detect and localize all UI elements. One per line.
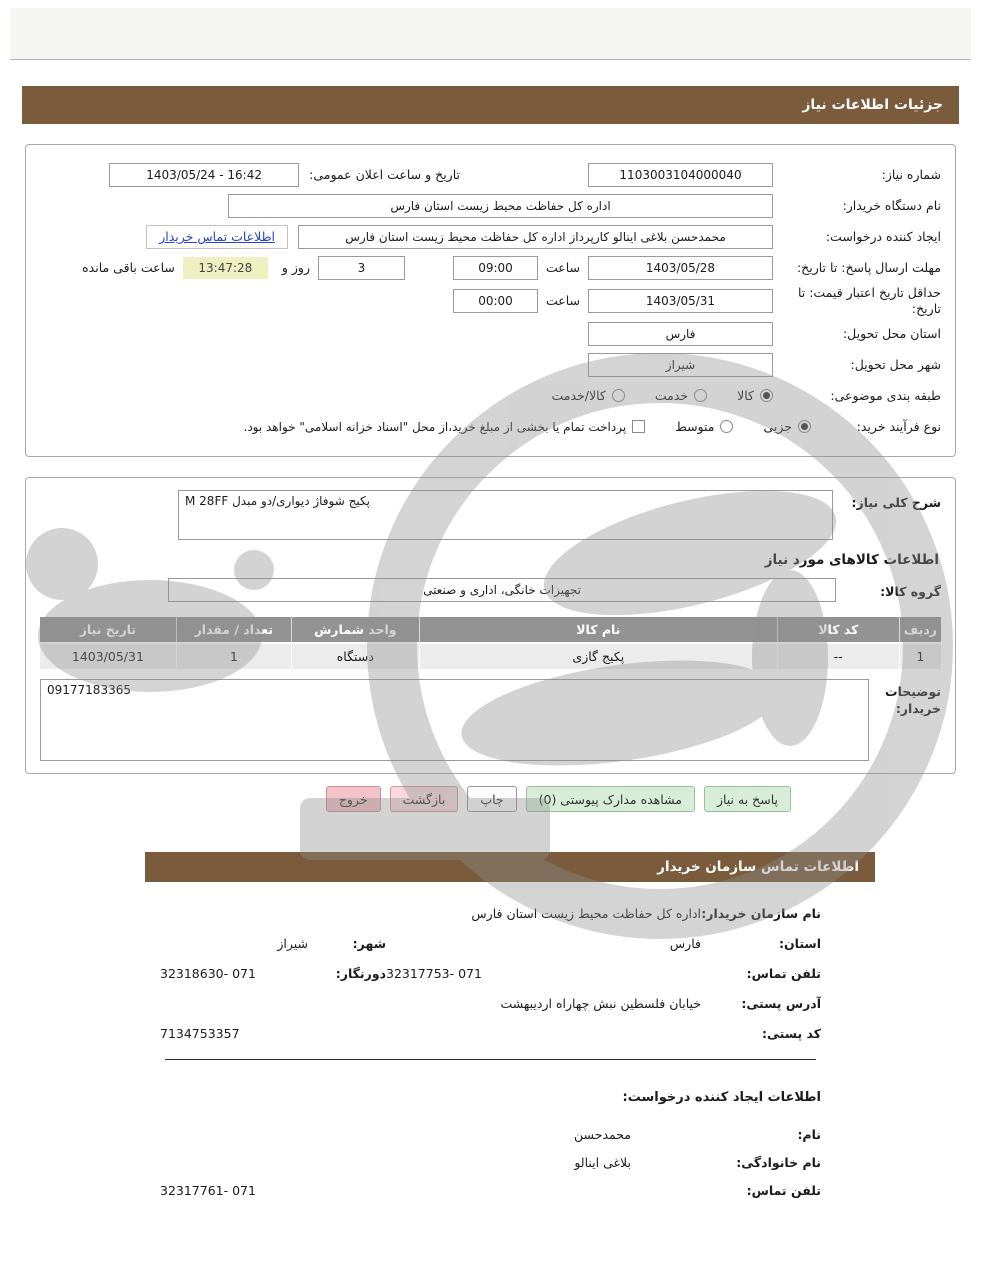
creator-phone-label: تلفن تماس: (746, 1183, 821, 1199)
row-need-number (40, 161, 941, 188)
postal-code-value: 7134753357 (160, 1026, 240, 1042)
need-description-textarea[interactable]: پکیج شوفاژ دیواری/دو مبدل M 28FF (178, 490, 833, 540)
buyer-org-name-label: نام سازمان خریدار: (701, 906, 821, 922)
exit-button[interactable]: خروج (326, 786, 381, 812)
deadline-date-field[interactable]: 1403/05/28 (588, 256, 773, 280)
col-header-need-date: تاریخ نیاز (40, 617, 176, 642)
goods-group-label: گروه کالا: (880, 584, 941, 600)
col-header-row-number: ردیف (899, 617, 941, 642)
first-name-label: نام: (797, 1127, 821, 1143)
request-creator-section (160, 1090, 821, 1198)
last-name-value: بلاغی اینالو (574, 1155, 631, 1171)
section-divider (165, 1059, 816, 1060)
subject-classification-label: طبقه بندی موضوعی: (830, 387, 941, 403)
row-first-name (160, 1127, 821, 1142)
row-delivery-city (40, 351, 941, 378)
checkbox-icon[interactable] (632, 420, 645, 433)
goods-section-title: اطلاعات کالاهای مورد نیاز (764, 552, 939, 569)
goods-table (40, 615, 941, 671)
cell-need-date: 1403/05/31 (40, 644, 176, 669)
back-button[interactable]: بازگشت (390, 786, 459, 812)
cell-goods-code: -- (777, 644, 899, 669)
buyer-comments-label: توضیحات خریدار: (885, 684, 941, 716)
postal-code-label: کد پستی: (761, 1026, 821, 1042)
radio-label: کالا (737, 388, 754, 404)
buyer-contact-header-bar (145, 852, 875, 882)
fax-value: 32318630- 071 (160, 966, 256, 982)
announce-datetime-label: تاریخ و ساعت اعلان عمومی: (309, 167, 460, 182)
city-value: شیراز (277, 936, 308, 952)
view-attachments-button[interactable]: مشاهده مدارک پیوستی (0) (526, 786, 695, 812)
request-creator-label: ایجاد کننده درخواست: (825, 228, 941, 244)
radio-icon[interactable] (798, 420, 811, 433)
buyer-comments-textarea[interactable]: 09177183365 (40, 679, 869, 761)
buyer-contact-link[interactable] (146, 225, 288, 249)
postal-address-label: آدرس پستی: (741, 996, 821, 1012)
fax-label: دورنگار: (335, 966, 386, 982)
col-header-goods-name: نام کالا (419, 617, 777, 642)
cell-quantity: 1 (176, 644, 291, 669)
row-purchase-process-type (40, 413, 941, 440)
buyer-org-name-value: اداره کل حفاظت محیط زیست استان فارس (471, 906, 701, 922)
phone-label: تلفن تماس: (746, 966, 821, 982)
row-buyer-org (40, 192, 941, 219)
need-info-panel (25, 144, 956, 457)
row-response-deadline (40, 254, 941, 281)
request-creator-field[interactable]: محمدحسن بلاغی اینالو کارپرداز اداره کل حفاظت محیط زیست استان فارس (298, 225, 773, 249)
table-row (40, 644, 941, 669)
buyer-contact-section (160, 906, 821, 1041)
radio-option-service[interactable] (655, 388, 707, 403)
days-and-label: روز و (281, 260, 310, 275)
radio-icon[interactable] (720, 420, 733, 433)
cell-row-number: 1 (899, 644, 941, 669)
respond-to-need-button[interactable]: پاسخ به نیاز (704, 786, 791, 812)
validity-hour-label: ساعت (545, 293, 580, 309)
action-buttons (25, 786, 956, 812)
radio-option-minor[interactable] (763, 419, 811, 434)
radio-option-goods[interactable] (737, 388, 773, 403)
buyer-contact-link-label: اطلاعات تماس خریدار (159, 229, 275, 244)
validity-time-field[interactable]: 00:00 (453, 289, 538, 313)
radio-label: خدمت (654, 388, 689, 404)
radio-label: جزیی (763, 419, 792, 435)
row-price-validity (40, 285, 941, 316)
row-creator-phone (160, 1183, 821, 1198)
radio-label: کالا/خدمت (551, 388, 606, 404)
radio-option-goods-service[interactable] (551, 388, 624, 403)
delivery-province-field[interactable]: فارس (588, 322, 773, 346)
deadline-time-field[interactable]: 09:00 (453, 256, 538, 280)
cell-unit: دستگاه (291, 644, 419, 669)
radio-icon[interactable] (760, 389, 773, 402)
row-buyer-comments (40, 679, 941, 761)
radio-option-medium[interactable] (675, 419, 733, 434)
creator-phone-value: 32317761- 071 (160, 1183, 256, 1199)
buyer-contact-header-title: اطلاعات تماس سازمان خریدار (657, 859, 859, 876)
city-label: شهر: (352, 936, 386, 952)
radio-icon[interactable] (612, 389, 625, 402)
purchase-process-label: نوع فرآیند خرید: (856, 418, 941, 434)
province-label: استان: (778, 936, 821, 952)
deadline-days-field[interactable]: 3 (318, 256, 405, 280)
radio-label: متوسط (675, 419, 715, 435)
goods-group-field[interactable]: تجهیزات خانگی، اداری و صنعتی (168, 578, 836, 602)
goods-table-header-row (40, 617, 941, 642)
print-button[interactable]: چاپ (467, 786, 516, 812)
delivery-city-field[interactable]: شیراز (588, 353, 773, 377)
top-strip (10, 8, 971, 60)
cell-goods-name: پکیج گازی (419, 644, 777, 669)
goods-panel (25, 477, 956, 774)
hours-remaining-label: ساعت باقی مانده (82, 260, 175, 275)
need-description-label: شرح کلی نیاز: (851, 495, 941, 511)
delivery-province-label: استان محل تحویل: (842, 325, 941, 341)
countdown-timer: 13:47:28 (183, 257, 268, 279)
price-validity-label: حداقل تاریخ اعتبار قیمت: تا تاریخ: (797, 285, 941, 316)
row-goods-group (40, 578, 941, 602)
row-delivery-province (40, 320, 941, 347)
phone-value: 32317753- 071 (386, 966, 482, 982)
row-request-creator (40, 223, 941, 250)
row-need-description (40, 490, 941, 540)
radio-icon[interactable] (694, 389, 707, 402)
col-header-goods-code: کد کالا (777, 617, 899, 642)
deadline-hour-label: ساعت (545, 260, 580, 275)
first-name-value: محمدحسن (574, 1127, 631, 1143)
last-name-label: نام خانوادگی: (736, 1155, 821, 1171)
delivery-city-label: شهر محل تحویل: (850, 356, 941, 372)
col-header-quantity: تعداد / مقدار (176, 617, 291, 642)
need-number-label: شماره نیاز: (881, 166, 941, 182)
buyer-org-label: نام دستگاه خریدار: (842, 197, 941, 213)
page-header-bar (22, 86, 959, 124)
row-last-name (160, 1155, 821, 1170)
announce-datetime-field[interactable]: 1403/05/24 - 16:42 (109, 163, 299, 187)
col-header-unit: واحد شمارش (291, 617, 419, 642)
need-number-field[interactable]: 1103003104000040 (588, 163, 773, 187)
request-creator-section-title: اطلاعات ایجاد کننده درخواست: (622, 1090, 821, 1106)
row-subject-classification (40, 382, 941, 409)
response-deadline-label: مهلت ارسال پاسخ: تا تاریخ: (796, 259, 941, 275)
treasury-documents-checkbox-item[interactable] (244, 420, 646, 434)
postal-address-value: خیابان فلسطین نبش چهاراه اردیبهشت (500, 996, 701, 1012)
province-value: فارس (669, 936, 701, 952)
page-title: جزئیات اطلاعات نیاز (802, 97, 943, 113)
treasury-checkbox-label: پرداخت تمام یا بخشی از مبلغ خرید،از محل "اسناد خزانه اسلامی" خواهد بود. (243, 419, 627, 434)
buyer-org-field[interactable]: اداره کل حفاظت محیط زیست استان فارس (228, 194, 773, 218)
validity-date-field[interactable]: 1403/05/31 (588, 289, 773, 313)
